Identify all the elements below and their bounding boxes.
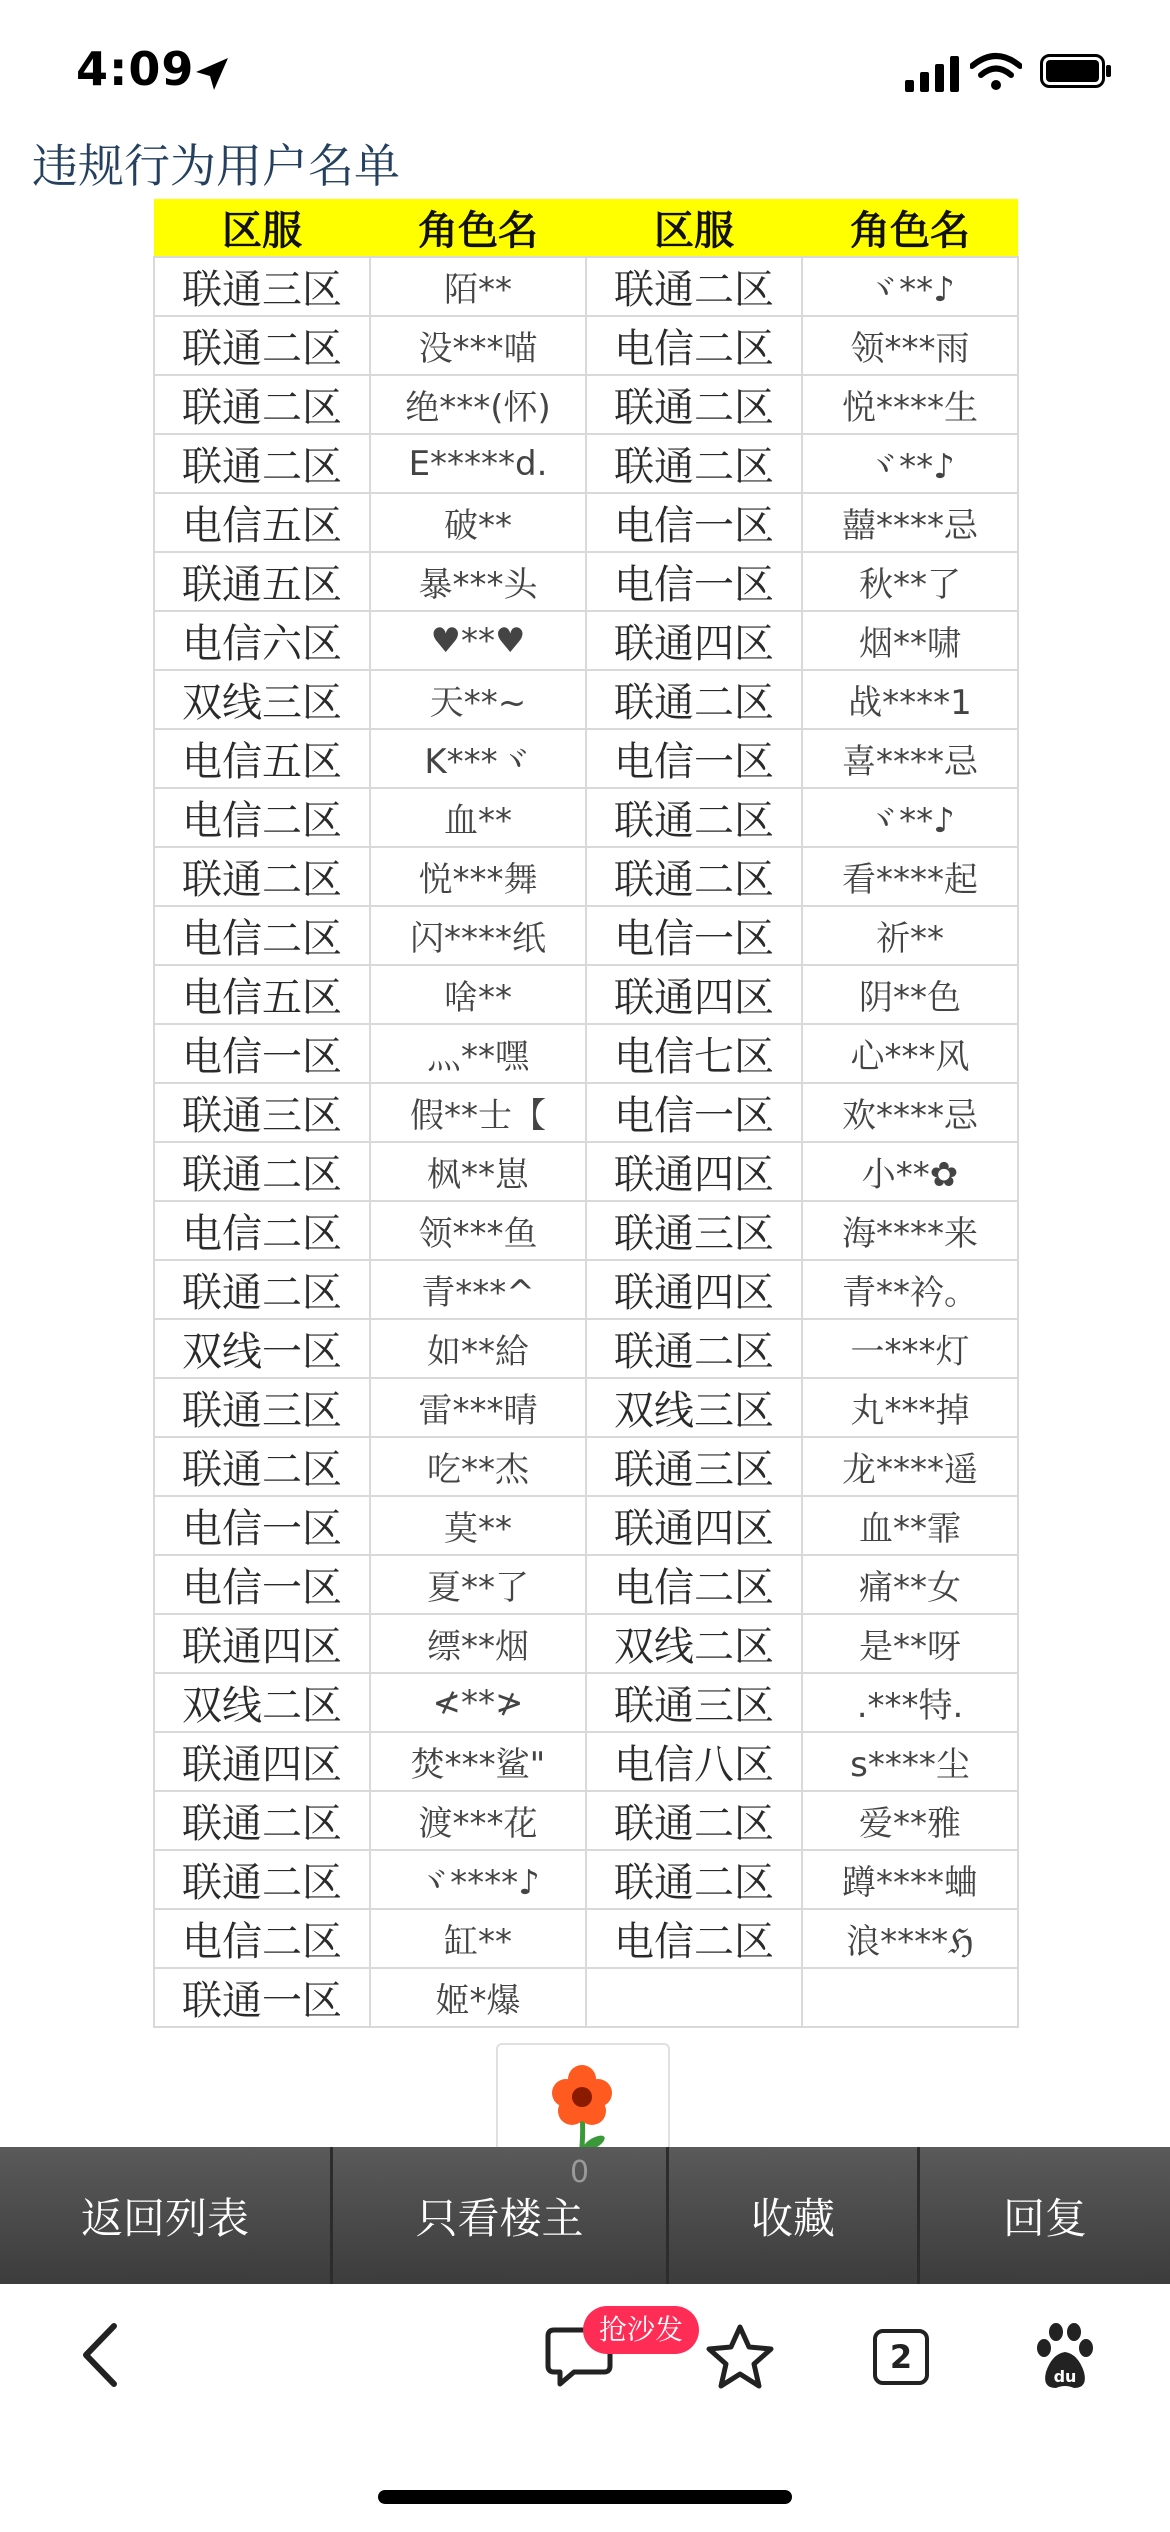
header-server-1: 区服 — [154, 199, 370, 257]
table-row — [154, 1732, 1018, 1791]
cell-role-2: 一***灯 — [802, 1319, 1018, 1378]
table-row — [154, 1968, 1018, 2027]
cell-role-2: ヾ**♪ — [802, 788, 1018, 847]
table-header-row — [154, 199, 1018, 257]
cell-server-2: 电信一区 — [586, 729, 802, 788]
cell-role-2: 痛**女 — [802, 1555, 1018, 1614]
table-row — [154, 1555, 1018, 1614]
cell-role-1: 雷***晴 — [370, 1378, 586, 1437]
cell-role-1: 缸** — [370, 1909, 586, 1968]
cell-role-1: 青***^ — [370, 1260, 586, 1319]
cell-role-1: 渡***花 — [370, 1791, 586, 1850]
table-row — [154, 1673, 1018, 1732]
cell-server-2: 联通二区 — [586, 1319, 802, 1378]
flower-count: 0 — [570, 2155, 590, 2190]
table-row — [154, 847, 1018, 906]
cell-role-2: .***特. — [802, 1673, 1018, 1732]
cell-role-1: E*****d. — [370, 434, 586, 493]
cell-server-1: 电信二区 — [154, 1201, 370, 1260]
cell-server-2: 电信一区 — [586, 906, 802, 965]
status-time: 4:09 — [76, 42, 195, 96]
cell-role-2: 海****来 — [802, 1201, 1018, 1260]
cell-server-1: 联通二区 — [154, 1437, 370, 1496]
cell-server-2: 双线三区 — [586, 1378, 802, 1437]
table-row — [154, 1260, 1018, 1319]
table-row — [154, 1083, 1018, 1142]
cell-server-1: 联通三区 — [154, 1378, 370, 1437]
table-row — [154, 1319, 1018, 1378]
svg-text:du: du — [1053, 2367, 1077, 2386]
cell-role-1: 姬*爆 — [370, 1968, 586, 2027]
cell-server-1: 联通二区 — [154, 434, 370, 493]
cell-server-1: 电信五区 — [154, 965, 370, 1024]
cell-role-1: ヾ****♪ — [370, 1850, 586, 1909]
header-role-2: 角色名 — [802, 199, 1018, 257]
cell-server-1: 联通五区 — [154, 552, 370, 611]
cell-server-2: 联通四区 — [586, 1142, 802, 1201]
cell-server-1: 电信二区 — [154, 906, 370, 965]
cell-role-2: 心***风 — [802, 1024, 1018, 1083]
table-row — [154, 965, 1018, 1024]
table-row — [154, 434, 1018, 493]
table-row — [154, 1437, 1018, 1496]
cell-server-1: 联通一区 — [154, 1968, 370, 2027]
table-row — [154, 375, 1018, 434]
cell-role-2: 小**✿ — [802, 1142, 1018, 1201]
battery-icon — [1040, 54, 1112, 88]
cell-server-1: 电信一区 — [154, 1024, 370, 1083]
cell-server-2: 电信二区 — [586, 1909, 802, 1968]
cell-server-2: 联通二区 — [586, 257, 802, 316]
cell-server-2: 双线二区 — [586, 1614, 802, 1673]
cell-server-1: 联通二区 — [154, 1142, 370, 1201]
cell-server-1: 联通二区 — [154, 375, 370, 434]
cell-server-2: 电信二区 — [586, 316, 802, 375]
cell-role-1: 悦***舞 — [370, 847, 586, 906]
cell-role-1: 莫** — [370, 1496, 586, 1555]
table-row — [154, 729, 1018, 788]
cell-server-1: 电信六区 — [154, 611, 370, 670]
cell-role-2: 蹲****蛐 — [802, 1850, 1018, 1909]
cell-server-2: 联通二区 — [586, 434, 802, 493]
cell-role-1: 领***鱼 — [370, 1201, 586, 1260]
cell-server-2: 联通四区 — [586, 611, 802, 670]
cell-role-1: 假**士【 — [370, 1083, 586, 1142]
reply-button[interactable]: 回复 — [1002, 2193, 1087, 2243]
cell-server-2: 联通四区 — [586, 1260, 802, 1319]
cell-server-1: 电信五区 — [154, 493, 370, 552]
table-row — [154, 1142, 1018, 1201]
cell-server-2: 联通二区 — [586, 847, 802, 906]
cell-role-2: 是**呀 — [802, 1614, 1018, 1673]
cell-role-1: 如**給 — [370, 1319, 586, 1378]
cell-role-2: 浪****ℌ — [802, 1909, 1018, 1968]
cell-server-1: 双线三区 — [154, 670, 370, 729]
cell-server-1: 电信一区 — [154, 1496, 370, 1555]
cell-role-2: 战****1 — [802, 670, 1018, 729]
cell-server-2: 电信一区 — [586, 1083, 802, 1142]
cell-role-2: 喜****忌 — [802, 729, 1018, 788]
cell-role-1: 焚***鲨" — [370, 1732, 586, 1791]
cell-role-1: 吃**杰 — [370, 1437, 586, 1496]
cell-server-1: 联通二区 — [154, 1850, 370, 1909]
cell-role-2: 血**霏 — [802, 1496, 1018, 1555]
home-indicator — [378, 2490, 792, 2504]
table-row — [154, 1201, 1018, 1260]
tab-count-button[interactable]: 2 — [873, 2329, 929, 2385]
cell-role-1: 血** — [370, 788, 586, 847]
cell-role-1: 破** — [370, 493, 586, 552]
table-row — [154, 1378, 1018, 1437]
table-row — [154, 1024, 1018, 1083]
cell-server-2: 联通三区 — [586, 1201, 802, 1260]
cell-role-2: 囍****忌 — [802, 493, 1018, 552]
cell-server-2: 联通二区 — [586, 788, 802, 847]
cell-role-2 — [802, 1968, 1018, 2027]
header-server-2: 区服 — [586, 199, 802, 257]
table-row — [154, 1496, 1018, 1555]
cell-server-1: 联通二区 — [154, 316, 370, 375]
favorite-button[interactable]: 收藏 — [669, 2147, 920, 2284]
cell-role-2: ヾ**♪ — [802, 257, 1018, 316]
table-row — [154, 316, 1018, 375]
status-bar — [0, 0, 1170, 140]
header-role-1: 角色名 — [370, 199, 586, 257]
cell-role-1: K***ヾ — [370, 729, 586, 788]
cell-server-2: 联通二区 — [586, 670, 802, 729]
cell-role-1: 啥** — [370, 965, 586, 1024]
wifi-icon — [970, 52, 1022, 92]
signal-icon — [905, 56, 961, 92]
table-row — [154, 906, 1018, 965]
table-row — [154, 611, 1018, 670]
cell-role-2: s****尘 — [802, 1732, 1018, 1791]
cell-role-2: 丸***掉 — [802, 1378, 1018, 1437]
cell-server-1: 电信一区 — [154, 1555, 370, 1614]
cell-role-1: 灬**嘿 — [370, 1024, 586, 1083]
cell-role-2: 欢****忌 — [802, 1083, 1018, 1142]
cell-server-2: 联通二区 — [586, 375, 802, 434]
cell-role-2: ヾ**♪ — [802, 434, 1018, 493]
table-row — [154, 552, 1018, 611]
cell-role-2: 爱**雅 — [802, 1791, 1018, 1850]
only-owner-button[interactable]: 只看楼主 — [333, 2147, 669, 2284]
table-row — [154, 1791, 1018, 1850]
table-row — [154, 257, 1018, 316]
cell-role-1: 绝***(怀) — [370, 375, 586, 434]
cell-server-1: 电信二区 — [154, 788, 370, 847]
back-chevron-icon[interactable] — [76, 2320, 126, 2390]
cell-role-2: 祈** — [802, 906, 1018, 965]
cell-role-2: 龙****遥 — [802, 1437, 1018, 1496]
cell-server-2: 联通四区 — [586, 1496, 802, 1555]
cell-role-1: 陌** — [370, 257, 586, 316]
cell-server-1: 联通四区 — [154, 1614, 370, 1673]
table-row — [154, 1850, 1018, 1909]
cell-role-2: 阴**色 — [802, 965, 1018, 1024]
cell-server-1: 联通二区 — [154, 847, 370, 906]
cell-server-2: 电信一区 — [586, 552, 802, 611]
cell-server-2 — [586, 1968, 802, 2027]
cell-server-2: 电信二区 — [586, 1555, 802, 1614]
cell-role-1: 没***喵 — [370, 316, 586, 375]
cell-role-1: 暴***头 — [370, 552, 586, 611]
page-title: 违规行为用户名单 — [32, 139, 400, 193]
cell-role-1: 闪****纸 — [370, 906, 586, 965]
cell-role-2: 看****起 — [802, 847, 1018, 906]
star-icon[interactable] — [705, 2322, 775, 2392]
cell-server-2: 联通四区 — [586, 965, 802, 1024]
cell-server-1: 联通三区 — [154, 257, 370, 316]
cell-role-2: 烟**啸 — [802, 611, 1018, 670]
table-row — [154, 493, 1018, 552]
cell-role-1: 枫**崽 — [370, 1142, 586, 1201]
cell-role-2: 青**衿。 — [802, 1260, 1018, 1319]
cell-server-2: 电信八区 — [586, 1732, 802, 1791]
location-arrow-icon — [192, 54, 232, 94]
grab-sofa-badge: 抢沙发 — [583, 2306, 699, 2354]
cell-server-2: 电信一区 — [586, 493, 802, 552]
cell-role-1: ♥**♥ — [370, 611, 586, 670]
cell-server-2: 联通三区 — [586, 1437, 802, 1496]
cell-server-1: 联通二区 — [154, 1260, 370, 1319]
cell-server-2: 联通二区 — [586, 1791, 802, 1850]
cell-role-1: 天**~ — [370, 670, 586, 729]
cell-server-2: 联通二区 — [586, 1850, 802, 1909]
baidu-paw-icon[interactable] — [1030, 2320, 1100, 2394]
cell-server-1: 电信五区 — [154, 729, 370, 788]
table-row — [154, 1909, 1018, 1968]
table-row — [154, 1614, 1018, 1673]
cell-role-2: 秋**了 — [802, 552, 1018, 611]
cell-server-1: 联通二区 — [154, 1791, 370, 1850]
cell-role-1: 夏**了 — [370, 1555, 586, 1614]
cell-role-1: ≮**≯ — [370, 1673, 586, 1732]
cell-role-2: 悦****生 — [802, 375, 1018, 434]
cell-server-1: 联通三区 — [154, 1083, 370, 1142]
cell-server-1: 联通四区 — [154, 1732, 370, 1791]
cell-role-2: 领***雨 — [802, 316, 1018, 375]
cell-server-1: 电信二区 — [154, 1909, 370, 1968]
cell-server-2: 电信七区 — [586, 1024, 802, 1083]
cell-server-1: 双线二区 — [154, 1673, 370, 1732]
cell-server-1: 双线一区 — [154, 1319, 370, 1378]
violation-user-table — [153, 199, 1019, 2028]
back-to-list-button[interactable]: 返回列表 — [0, 2147, 333, 2284]
cell-role-1: 缥**烟 — [370, 1614, 586, 1673]
cell-server-2: 联通三区 — [586, 1673, 802, 1732]
table-row — [154, 788, 1018, 847]
table-row — [154, 670, 1018, 729]
